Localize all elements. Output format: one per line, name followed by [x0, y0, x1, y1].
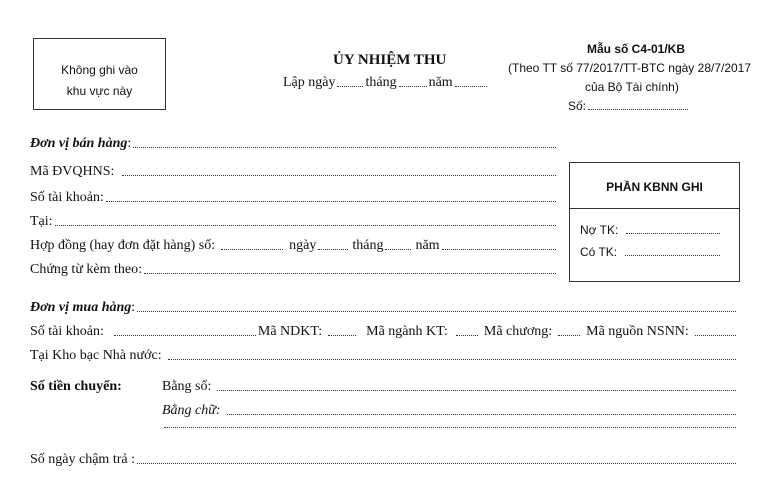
buyer-name-blank[interactable] [137, 311, 736, 312]
contract-day-blank[interactable] [318, 249, 348, 250]
seller-name-blank[interactable] [133, 147, 556, 148]
attachments-label: Chứng từ kèm theo: [30, 262, 142, 277]
form-number: Mẫu số C4-01/KB [586, 42, 686, 56]
kbnn-title: PHẦN KBNN GHI [606, 180, 703, 194]
contract-number-blank[interactable] [221, 249, 283, 250]
contract-thang-label: tháng [352, 238, 384, 253]
amount-words-blank[interactable] [227, 414, 736, 415]
form-regulation: (Theo TT số 77/2017/TT-BTC ngày 28/7/2017 [508, 61, 752, 75]
no-write-label-line2: khu vực này [66, 84, 133, 98]
buyer-colon: : [131, 300, 136, 315]
form-serial-blank[interactable] [588, 109, 688, 110]
date-month-blank[interactable] [399, 86, 427, 87]
amount-words-label: Bằng chữ: [162, 403, 221, 418]
kbnn-credit-blank[interactable] [625, 255, 720, 256]
date-nam-label: năm [428, 75, 453, 90]
seller-colon: : [127, 136, 132, 151]
seller-code-blank[interactable] [122, 175, 556, 176]
chuong-label: Mã chương: [483, 324, 553, 339]
late-days-row [30, 452, 738, 468]
seller-account-label: Số tài khoản: [30, 190, 104, 205]
date-line [283, 75, 498, 91]
seller-label: Đơn vị bán hàng [30, 136, 128, 151]
amount-words-blank-2[interactable] [164, 427, 736, 428]
seller-code-row [30, 164, 558, 180]
buyer-bank-blank[interactable] [168, 359, 736, 360]
date-thang-label: tháng [365, 75, 397, 90]
attachments-row [30, 262, 558, 278]
ndkt-label: Mã NDKT: [257, 324, 323, 339]
contract-row [30, 238, 558, 254]
form-serial [568, 98, 690, 114]
no-write-label-line1: Không ghi vào [61, 63, 138, 77]
amount-words-row [162, 403, 738, 419]
late-days-blank[interactable] [137, 463, 736, 464]
seller-code-label: Mã ĐVQHNS: [30, 164, 115, 179]
amount-number-label: Bằng số: [162, 379, 212, 394]
contract-year-blank[interactable] [442, 249, 556, 250]
kbnn-debit-label: Nợ TK: [580, 223, 619, 237]
kbnn-divider [569, 208, 740, 209]
seller-bank-label: Tại: [30, 214, 53, 229]
buyer-bank-row [30, 348, 738, 364]
amount-words-row-2 [162, 427, 738, 432]
nganh-kt-blank[interactable] [456, 335, 478, 336]
buyer-row [30, 300, 738, 316]
amount-number-blank[interactable] [217, 390, 736, 391]
buyer-label: Đơn vị mua hàng [30, 300, 132, 315]
form-issuer: của Bộ Tài chính) [585, 80, 679, 94]
date-lap-label: Lập ngày [283, 75, 336, 90]
nguon-nsnn-blank[interactable] [695, 335, 736, 336]
attachments-blank[interactable] [144, 273, 556, 274]
buyer-account-row [30, 324, 738, 340]
seller-row [30, 136, 558, 152]
seller-bank-blank[interactable] [55, 225, 556, 226]
buyer-bank-label: Tại Kho bạc Nhà nước: [30, 348, 162, 363]
contract-ngay-label: ngày [289, 238, 317, 253]
amount-number-row [162, 379, 738, 395]
amount-label: Số tiền chuyển: [30, 379, 122, 394]
document-title: ỦY NHIỆM THU [333, 52, 447, 68]
buyer-account-blank[interactable] [114, 335, 256, 336]
kbnn-credit-label: Có TK: [580, 245, 618, 259]
chuong-blank[interactable] [558, 335, 580, 336]
contract-label: Hợp đồng (hay đơn đặt hàng) số: [30, 238, 216, 253]
buyer-account-label: Số tài khoản: [30, 324, 104, 339]
ndkt-blank[interactable] [328, 335, 356, 336]
nganh-kt-label: Mã ngành KT: [366, 324, 448, 339]
nguon-nsnn-label: Mã nguồn NSNN: [586, 324, 689, 339]
kbnn-credit-row [580, 244, 722, 260]
late-days-label: Số ngày chậm trả : [30, 452, 135, 467]
seller-account-blank[interactable] [106, 201, 556, 202]
date-day-blank[interactable] [337, 86, 363, 87]
date-year-blank[interactable] [455, 86, 487, 87]
form-serial-label: Số: [568, 99, 587, 113]
contract-month-blank[interactable] [385, 249, 411, 250]
kbnn-debit-row [580, 222, 722, 238]
seller-account-row [30, 190, 558, 206]
kbnn-debit-blank[interactable] [626, 233, 720, 234]
contract-nam-label: năm [415, 238, 440, 253]
seller-bank-row [30, 214, 558, 230]
